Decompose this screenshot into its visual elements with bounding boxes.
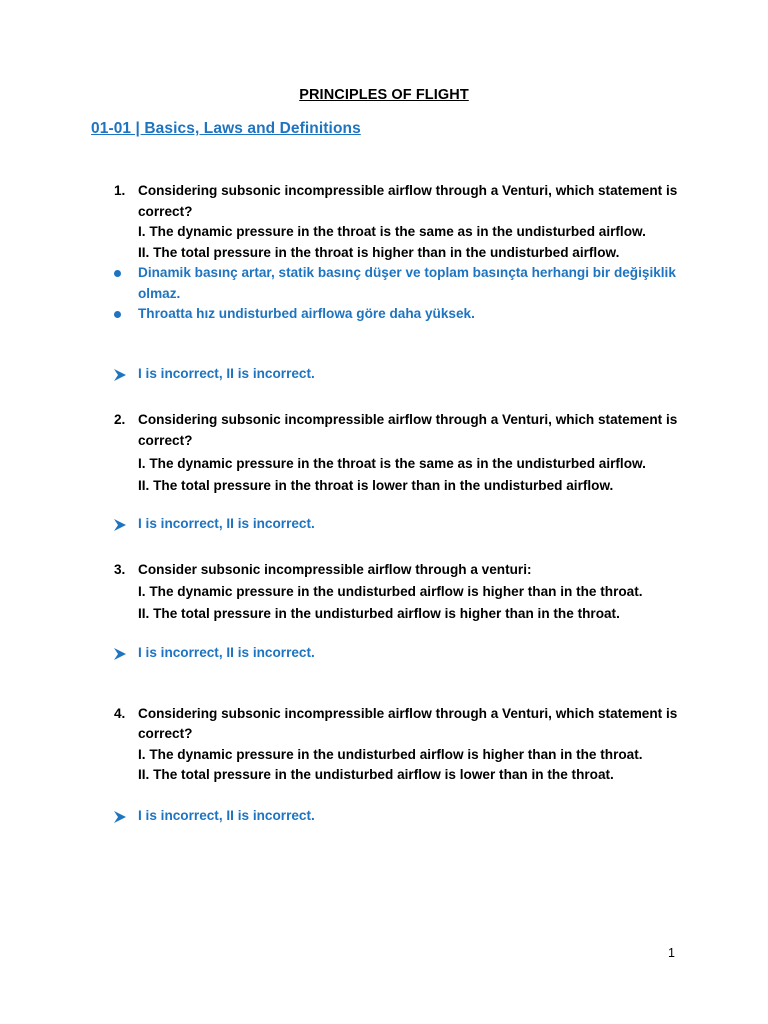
arrow-bullet-icon [113, 368, 127, 382]
question-text: Considering subsonic incompressible airflow through a Venturi, which statement is [138, 706, 678, 721]
note-text: Dinamik basınç artar, statik basınç düşer ve toplam basınçta herhangi bir değişiklik [138, 265, 676, 280]
statement-text: I. The dynamic pressure in the undisturbed airflow is higher than in the throat. [138, 747, 643, 762]
question-number: 1. [114, 183, 126, 198]
statement-text: II. The total pressure in the throat is higher than in the undisturbed airflow. [138, 245, 620, 260]
bullet-icon [114, 270, 121, 277]
section-heading-link[interactable]: 01-01 | Basics, Laws and Definitions [91, 120, 361, 137]
arrow-bullet-icon [113, 647, 127, 661]
question-number: 3. [114, 562, 126, 577]
question-number: 2. [114, 412, 126, 427]
answer-text: I is incorrect, II is incorrect. [138, 366, 315, 381]
statement-text: II. The total pressure in the undisturbed airflow is lower than in the throat. [138, 767, 614, 782]
question-text: Considering subsonic incompressible airflow through a Venturi, which statement is [138, 183, 678, 198]
page-number: 1 [668, 946, 675, 960]
statement-text: I. The dynamic pressure in the throat is the same as in the undisturbed airflow. [138, 224, 646, 239]
statement-text: I. The dynamic pressure in the throat is the same as in the undisturbed airflow. [138, 456, 646, 471]
question-text: correct? [138, 204, 193, 219]
arrow-bullet-icon [113, 810, 127, 824]
statement-text: II. The total pressure in the undisturbed airflow is higher than in the throat. [138, 606, 620, 621]
page-title: PRINCIPLES OF FLIGHT [299, 87, 469, 103]
question-text: Consider subsonic incompressible airflow through a venturi: [138, 562, 532, 577]
statement-text: II. The total pressure in the throat is lower than in the undisturbed airflow. [138, 478, 614, 493]
note-text: olmaz. [138, 286, 181, 301]
arrow-bullet-icon [113, 518, 127, 532]
note-text: Throatta hız undisturbed airflowa göre daha yüksek. [138, 306, 475, 321]
question-text: correct? [138, 726, 193, 741]
answer-text: I is incorrect, II is incorrect. [138, 516, 315, 531]
question-text: Considering subsonic incompressible airflow through a Venturi, which statement is [138, 412, 678, 427]
bullet-icon [114, 311, 121, 318]
question-number: 4. [114, 706, 126, 721]
answer-text: I is incorrect, II is incorrect. [138, 808, 315, 823]
question-text: correct? [138, 433, 193, 448]
statement-text: I. The dynamic pressure in the undisturbed airflow is higher than in the throat. [138, 584, 643, 599]
answer-text: I is incorrect, II is incorrect. [138, 645, 315, 660]
